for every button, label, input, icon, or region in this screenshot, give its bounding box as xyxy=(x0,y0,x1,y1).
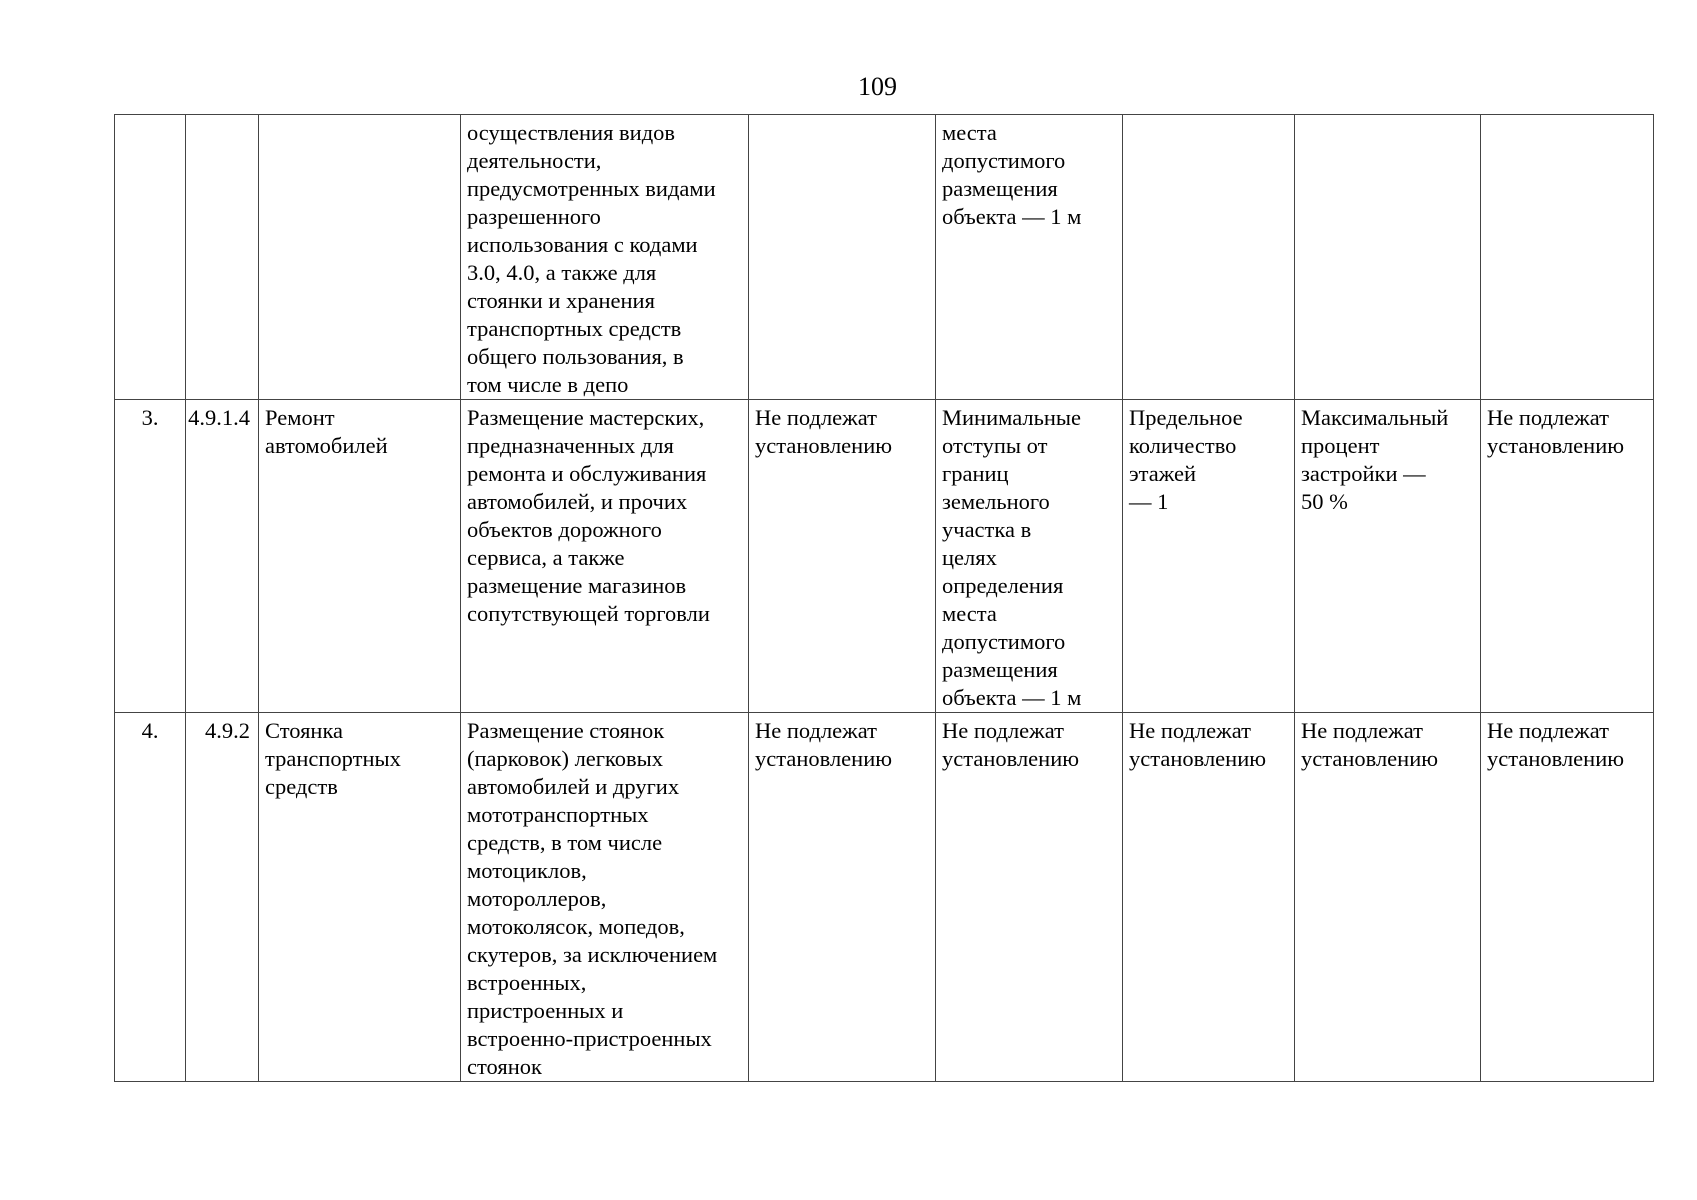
cell-text-line: мотороллеров, xyxy=(467,886,607,911)
cell-text-line: количество xyxy=(1129,433,1237,458)
other-params-cell xyxy=(1481,713,1654,1082)
row-number-cell: 4. xyxy=(115,713,186,1082)
cell-text-line: (парковок) легковых xyxy=(467,746,664,771)
cell-text-line: встроенных, xyxy=(467,970,587,995)
cell-text-line: установлению xyxy=(1129,746,1267,771)
use-code-cell: 4.9.1.4 xyxy=(186,400,259,713)
other-params-cell xyxy=(1481,400,1654,713)
use-code-cell xyxy=(186,115,259,400)
cell-text-line: Не подлежат xyxy=(1129,718,1251,743)
cell-text-line: средств, в том числе xyxy=(467,830,663,855)
cell-text-line: границ xyxy=(942,461,1009,486)
cell-text-line: стоянки и хранения xyxy=(467,288,655,313)
cell-text-line: размещения xyxy=(942,176,1058,201)
setback-cell xyxy=(936,400,1123,713)
cell-text-line: Максимальный xyxy=(1301,405,1449,430)
cell-text-line: ремонта и обслуживания xyxy=(467,461,707,486)
cell-text-line: осуществления видов xyxy=(467,120,676,145)
plot-size-cell xyxy=(749,115,936,400)
use-code-cell: 4.9.2 xyxy=(186,713,259,1082)
cell-text-line: пристроенных и xyxy=(467,998,624,1023)
cell-text-line: стоянок xyxy=(467,1054,542,1079)
cell-text-line: деятельности, xyxy=(467,148,602,173)
cell-text-line: объекта — 1 м xyxy=(942,204,1082,229)
cell-text-line: использования с кодами xyxy=(467,232,698,257)
zoning-regulations-table xyxy=(114,114,1654,1082)
cell-text-line: застройки — xyxy=(1301,461,1426,486)
row-number-cell xyxy=(115,115,186,400)
table-row xyxy=(115,115,1654,400)
cell-text-line: скутеров, за исключением xyxy=(467,942,718,967)
cell-text-line: Ремонт xyxy=(265,405,335,430)
floors-cell xyxy=(1123,400,1295,713)
other-params-cell xyxy=(1481,115,1654,400)
setback-cell xyxy=(936,713,1123,1082)
building-coverage-cell xyxy=(1295,115,1481,400)
plot-size-cell xyxy=(749,400,936,713)
cell-text-line: процент xyxy=(1301,433,1380,458)
cell-text-line: общего пользования, в xyxy=(467,344,684,369)
cell-text-line: предназначенных для xyxy=(467,433,674,458)
use-description-cell xyxy=(461,115,749,400)
use-description-cell xyxy=(461,400,749,713)
cell-text-line: мотоколясок, мопедов, xyxy=(467,914,685,939)
cell-text-line: участка в xyxy=(942,517,1032,542)
use-name-cell xyxy=(259,400,461,713)
cell-text-line: земельного xyxy=(942,489,1050,514)
cell-text-line: установлению xyxy=(942,746,1080,771)
cell-text-line: мототранспортных xyxy=(467,802,649,827)
building-coverage-cell xyxy=(1295,713,1481,1082)
use-name-cell xyxy=(259,713,461,1082)
cell-text-line: места xyxy=(942,120,997,145)
cell-text-line: — 1 xyxy=(1129,489,1169,514)
cell-text-line: мотоциклов, xyxy=(467,858,587,883)
cell-text-line: Не подлежат xyxy=(942,718,1064,743)
cell-text-line: Не подлежат xyxy=(755,718,877,743)
cell-text-line: целях xyxy=(942,545,997,570)
cell-text-line: встроенно-пристроенных xyxy=(467,1026,712,1051)
cell-text-line: Размещение мастерских, xyxy=(467,405,705,430)
cell-text-line: Предельное xyxy=(1129,405,1243,430)
cell-text-line: отступы от xyxy=(942,433,1048,458)
floors-cell xyxy=(1123,115,1295,400)
cell-text-line: разрешенного xyxy=(467,204,601,229)
cell-text-line: Минимальные xyxy=(942,405,1082,430)
cell-text-line: определения xyxy=(942,573,1064,598)
cell-text-line: предусмотренных видами xyxy=(467,176,716,201)
cell-text-line: Не подлежат xyxy=(755,405,877,430)
cell-text-line: Не подлежат xyxy=(1301,718,1423,743)
plot-size-cell xyxy=(749,713,936,1082)
page-number: 109 xyxy=(858,72,897,101)
use-name-cell xyxy=(259,115,461,400)
cell-text-line: 3.0, 4.0, а также для xyxy=(467,260,657,285)
table-body xyxy=(115,115,1654,1082)
cell-text-line: установлению xyxy=(1487,746,1625,771)
cell-text-line: объектов дорожного xyxy=(467,517,662,542)
cell-text-line: Стоянка xyxy=(265,718,344,743)
cell-text-line: установлению xyxy=(755,433,893,458)
cell-text-line: допустимого xyxy=(942,629,1066,654)
cell-text-line: этажей xyxy=(1129,461,1197,486)
cell-text-line: транспортных xyxy=(265,746,401,771)
cell-text-line: том числе в депо xyxy=(467,372,629,397)
cell-text-line: Размещение стоянок xyxy=(467,718,665,743)
cell-text-line: установлению xyxy=(1487,433,1625,458)
cell-text-line: объекта — 1 м xyxy=(942,685,1082,710)
row-number-cell: 3. xyxy=(115,400,186,713)
cell-text-line: сопутствующей торговли xyxy=(467,601,710,626)
setback-cell xyxy=(936,115,1123,400)
cell-text-line: Не подлежат xyxy=(1487,405,1609,430)
cell-text-line: транспортных средств xyxy=(467,316,682,341)
cell-text-line: установлению xyxy=(1301,746,1439,771)
cell-text-line: автомобилей и других xyxy=(467,774,680,799)
cell-text-line: средств xyxy=(265,774,338,799)
cell-text-line: установлению xyxy=(755,746,893,771)
table-row xyxy=(115,400,1654,713)
cell-text-line: 50 % xyxy=(1301,489,1348,514)
cell-text-line: автомобилей xyxy=(265,433,388,458)
floors-cell xyxy=(1123,713,1295,1082)
cell-text-line: места xyxy=(942,601,997,626)
building-coverage-cell xyxy=(1295,400,1481,713)
cell-text-line: сервиса, а также xyxy=(467,545,625,570)
cell-text-line: автомобилей, и прочих xyxy=(467,489,688,514)
table-row xyxy=(115,713,1654,1082)
cell-text-line: допустимого xyxy=(942,148,1066,173)
use-description-cell xyxy=(461,713,749,1082)
cell-text-line: Не подлежат xyxy=(1487,718,1609,743)
cell-text-line: размещения xyxy=(942,657,1058,682)
cell-text-line: размещение магазинов xyxy=(467,573,687,598)
